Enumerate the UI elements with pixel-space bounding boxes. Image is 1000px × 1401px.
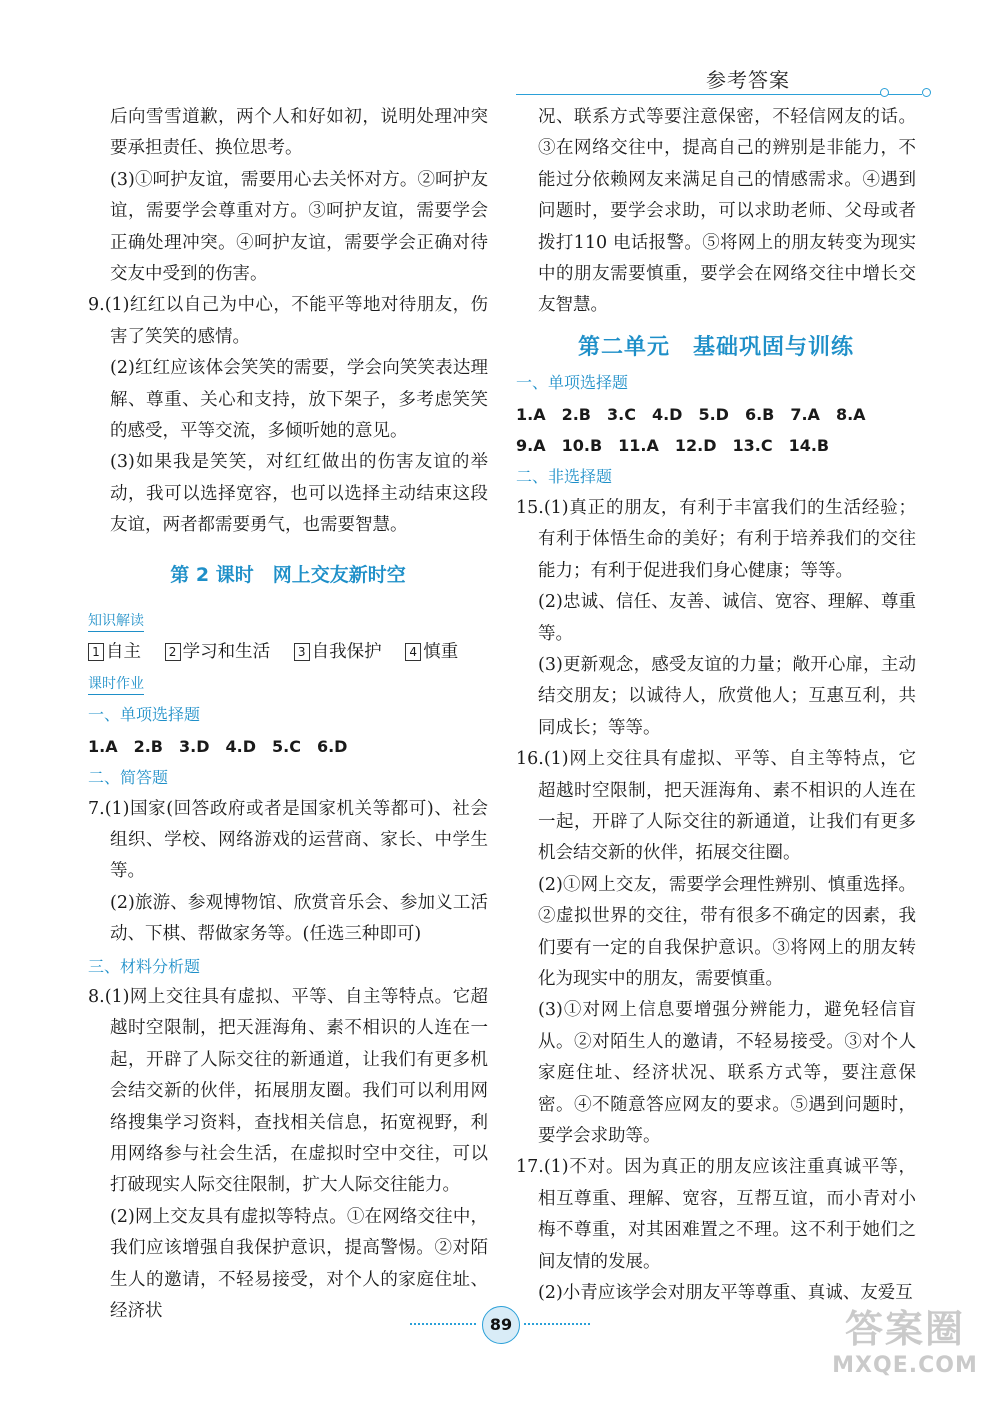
section-heading: 一、单项选择题 <box>88 705 201 725</box>
unit-title: 第二单元 基础巩固与训练 <box>577 334 854 360</box>
watermark-title: 答案圈 <box>844 1307 965 1351</box>
question-16-part-3: (3)①对网上信息要增强分辨能力，避免轻信盲从。②对陌生人的邀请，不轻易接受。③对个人家庭住址、经济状况、联系方式等，要注意保密。④不随意答应网友的要求。⑤遇到问题时，要学会求助等。 <box>538 1000 916 1146</box>
lesson-title: 第 2 课时 网上交友新时空 <box>170 563 406 586</box>
section-heading: 二、非选择题 <box>516 467 613 487</box>
question-16-part-1: 16.(1)网上交往具有虚拟、平等、自主等特点，它超越时空限制，把天涯海角、素不相识的人连在一起，开辟了人际交往的新通道，让我们有更多机会结交新的伙伴，拓展交往圈。 <box>516 749 916 864</box>
paragraph: 况、联系方式等要注意保密，不轻信网友的话。③在网络交往中，提高自己的辨别是非能力，不能过分依赖网友来满足自己的情感需求。④遇到问题时，要学会求助，可以求助老师、父母或者拨打110 电话报警。⑤将网上的朋友转变为现实中的朋友需要慎重，要学会在网络交往中增长交友智慧。 <box>538 107 916 316</box>
question-9-part-3: (3)如果我是笑笑，对红红做出的伤害友谊的举动，我可以选择宽容，也可以选择主动结束这段友谊，两者都需要勇气，也需要智慧。 <box>110 452 488 536</box>
choice-answers: 9.A 10.B 11.A 12.D 13.C 14.B <box>516 436 830 456</box>
knowledge-item: 1 自主 <box>88 642 141 662</box>
number-box: 4 <box>405 643 421 661</box>
number-box: 3 <box>294 643 310 661</box>
question-17-part-2: (2)小青应该学会对朋友平等尊重、真诚、友爱互 <box>538 1283 913 1304</box>
question-15-part-2: (2)忠诚、信任、友善、诚信、宽容、理解、尊重等。 <box>538 592 916 644</box>
knowledge-item: 4 慎重 <box>405 642 458 662</box>
knowledge-answers <box>88 637 488 668</box>
question-17-part-1: 17.(1)不对。因为真正的朋友应该注重真诚平等，相互尊重、理解、宽容，互帮互谊，而小青对小梅不尊重，对其困难置之不理。这不利于她们之间友情的发展。 <box>516 1157 916 1272</box>
question-8-part-1: 8.(1)网上交往具有虚拟、平等、自主等特点。它超越时空限制，把天涯海角、素不相识的人连在一起，开辟了人际交往的新通道，让我们有更多机会结交新的伙伴，拓展朋友圈。我们可以利用网络搜集学习资料，查找相关信息，拓宽视野，利用网络参与社会生活，在虚拟时空中交往，可以打破现实人际交往限制，扩大人际交往能力。 <box>88 986 488 1196</box>
page-footer <box>400 1306 600 1346</box>
footer-dots-left <box>410 1323 476 1325</box>
left-column <box>88 102 488 1327</box>
question-15-part-1: 15.(1)真正的朋友，有利于丰富我们的生活经验；有利于体悟生命的美好；有利于培养我们的交往能力；有利于促进我们身心健康；等等。 <box>516 497 916 581</box>
header-dot-2 <box>922 88 931 97</box>
header-rule-tail <box>889 94 922 95</box>
choice-answers: 1.A 2.B 3.D 4.D 5.C 6.D <box>88 736 348 756</box>
footer-dots-right <box>524 1323 590 1325</box>
watermark-logo <box>820 1306 990 1392</box>
number-box: 2 <box>165 643 181 661</box>
question-15-part-3: (3)更新观念，感受友谊的力量；敞开心扉，主动结交朋友；以诚待人，欣赏他人；互惠互利，共同成长；等等。 <box>538 654 916 738</box>
watermark-domain: MXQE.COM <box>832 1353 978 1378</box>
question-7-part-2: (2)旅游、参观博物馆、欣赏音乐会、参加义工活动、下棋、帮做家务等。(任选三种即可) <box>110 892 488 945</box>
knowledge-item: 2 学习和生活 <box>165 642 271 662</box>
page-header-title: 参考答案 <box>706 68 790 92</box>
question-8-part-2: (2)网上交友具有虚拟等特点。①在网络交往中，我们应该增强自我保护意识，提高警惕。②对陌生人的邀请，不轻易接受，对个人的家庭住址、经济状 <box>110 1206 488 1322</box>
paragraph: (3)①呵护友谊，需要用心去关怀对方。②呵护友谊，需要学会尊重对方。③呵护友谊，需要学会正确处理冲突。④呵护友谊，需要学会正确对待交友中受到的伤害。 <box>110 169 488 285</box>
knowledge-item: 3 自我保护 <box>294 642 382 662</box>
knowledge-tag: 知识解读 <box>88 611 144 632</box>
homework-tag: 课时作业 <box>88 674 144 695</box>
number-box: 1 <box>88 643 104 661</box>
question-9-part-2: (2)红红应该体会笑笑的需要，学会向笑笑表达理解、尊重、关心和支持，放下架子，多考虑笑笑的感受，平等交流，多倾听她的意见。 <box>110 358 488 442</box>
question-7-part-1: 7.(1)国家(回答政府或者是国家机关等都可)、社会组织、学校、网络游戏的运营商、家长、中学生等。 <box>88 798 488 882</box>
question-16-part-2: (2)①网上交友，需要学会理性辨别、慎重选择。②虚拟世界的交往，带有很多不确定的因素，我们要有一定的自我保护意识。③将网上的朋友转化为现实中的朋友，需要慎重。 <box>538 874 916 989</box>
page-number: 89 <box>482 1306 520 1344</box>
section-heading: 三、材料分析题 <box>88 956 201 976</box>
header-rule <box>516 94 896 95</box>
question-9-part-1: 9.(1)红红以自己为中心，不能平等地对待朋友，伤害了笑笑的感情。 <box>88 295 488 347</box>
right-column <box>516 102 916 1309</box>
section-heading: 一、单项选择题 <box>516 373 629 393</box>
paragraph: 后向雪雪道歉，两个人和好如初，说明处理冲突要承担责任、换位思考。 <box>110 107 488 159</box>
header-dot-1 <box>880 88 889 97</box>
section-heading: 二、简答题 <box>88 768 169 788</box>
choice-answers: 1.A 2.B 3.C 4.D 5.D 6.B 7.A 8.A <box>516 404 866 424</box>
